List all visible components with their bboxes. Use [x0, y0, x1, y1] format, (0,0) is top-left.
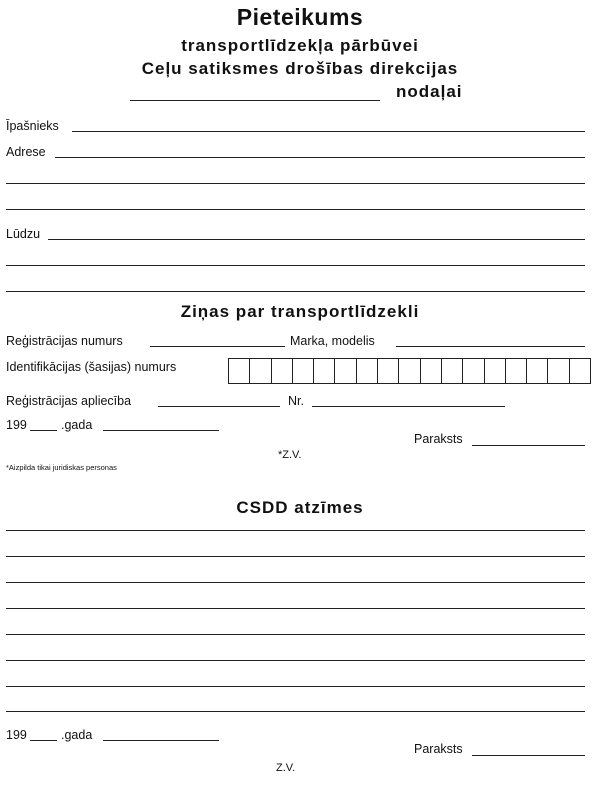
vin-char-box[interactable]: [527, 359, 548, 383]
request-field-line-2[interactable]: [6, 265, 585, 266]
vin-char-box[interactable]: [421, 359, 442, 383]
date2-year-prefix: 199: [6, 728, 27, 742]
date-field[interactable]: [103, 430, 219, 431]
date2-field[interactable]: [103, 740, 219, 741]
vin-char-box[interactable]: [272, 359, 293, 383]
csdd-line-7[interactable]: [6, 686, 585, 687]
vin-char-box[interactable]: [335, 359, 356, 383]
date-year-field[interactable]: [30, 430, 57, 431]
reg-cert-label: Reģistrācijas apliecība: [6, 394, 132, 408]
csdd-line-1[interactable]: [6, 530, 585, 531]
vin-char-box[interactable]: [399, 359, 420, 383]
vin-char-box[interactable]: [357, 359, 378, 383]
reg-number-label: Reģistrācijas numurs: [6, 334, 123, 348]
make-model-field[interactable]: [396, 346, 585, 347]
vin-char-box[interactable]: [229, 359, 250, 383]
csdd-line-4[interactable]: [6, 608, 585, 609]
make-model-label: Marka, modelis: [290, 334, 375, 348]
vin-label: Identifikācijas (šasijas) numurs: [6, 360, 177, 374]
csdd-line-8[interactable]: [6, 711, 585, 712]
date2-year-suffix: .gada: [61, 728, 93, 742]
address-field[interactable]: [55, 157, 585, 158]
department-blank[interactable]: [130, 100, 380, 101]
form-title: Pieteikums: [236, 4, 364, 30]
vin-char-box[interactable]: [485, 359, 506, 383]
owner-field[interactable]: [72, 131, 585, 132]
date2-year-field[interactable]: [30, 740, 57, 741]
vin-char-box[interactable]: [463, 359, 484, 383]
vin-input-grid[interactable]: [228, 358, 591, 384]
csdd-section-title: CSDD atzīmes: [236, 498, 364, 517]
request-label: Lūdzu: [6, 227, 41, 241]
signature-field[interactable]: [472, 445, 585, 446]
signature2-field[interactable]: [472, 755, 585, 756]
cert-number-label: Nr.: [288, 394, 304, 408]
reg-number-field[interactable]: [150, 346, 285, 347]
vin-char-box[interactable]: [250, 359, 271, 383]
csdd-line-5[interactable]: [6, 634, 585, 635]
vin-char-box[interactable]: [506, 359, 527, 383]
owner-label: Īpašnieks: [6, 119, 59, 133]
stamp2-mark: Z.V.: [276, 762, 296, 774]
form-subtitle-3: nodaļai: [396, 82, 463, 101]
csdd-line-3[interactable]: [6, 582, 585, 583]
vin-char-box[interactable]: [293, 359, 314, 383]
cert-number-field[interactable]: [312, 406, 505, 407]
vin-char-box[interactable]: [570, 359, 590, 383]
vehicle-section-title: Ziņas par transportlīdzekli: [180, 302, 420, 321]
reg-cert-field[interactable]: [158, 406, 280, 407]
date-year-suffix: .gada: [61, 418, 93, 432]
signature-label: Paraksts: [414, 432, 463, 446]
date-year-prefix: 199: [6, 418, 27, 432]
vin-char-box[interactable]: [442, 359, 463, 383]
address-field-line-3[interactable]: [6, 209, 585, 210]
request-field[interactable]: [48, 239, 585, 240]
vin-char-box[interactable]: [314, 359, 335, 383]
form-subtitle-1: transportlīdzekļa pārbūvei: [181, 36, 419, 55]
vin-char-box[interactable]: [548, 359, 569, 383]
address-field-line-2[interactable]: [6, 183, 585, 184]
footnote: *Aizpilda tikai juridiskas personas: [6, 463, 117, 472]
csdd-line-2[interactable]: [6, 556, 585, 557]
csdd-line-6[interactable]: [6, 660, 585, 661]
stamp-mark: *Z.V.: [278, 449, 302, 461]
address-label: Adrese: [6, 145, 46, 159]
signature2-label: Paraksts: [414, 742, 463, 756]
request-field-line-3[interactable]: [6, 291, 585, 292]
form-subtitle-2: Ceļu satiksmes drošības direkcijas: [141, 59, 459, 78]
vin-char-box[interactable]: [378, 359, 399, 383]
